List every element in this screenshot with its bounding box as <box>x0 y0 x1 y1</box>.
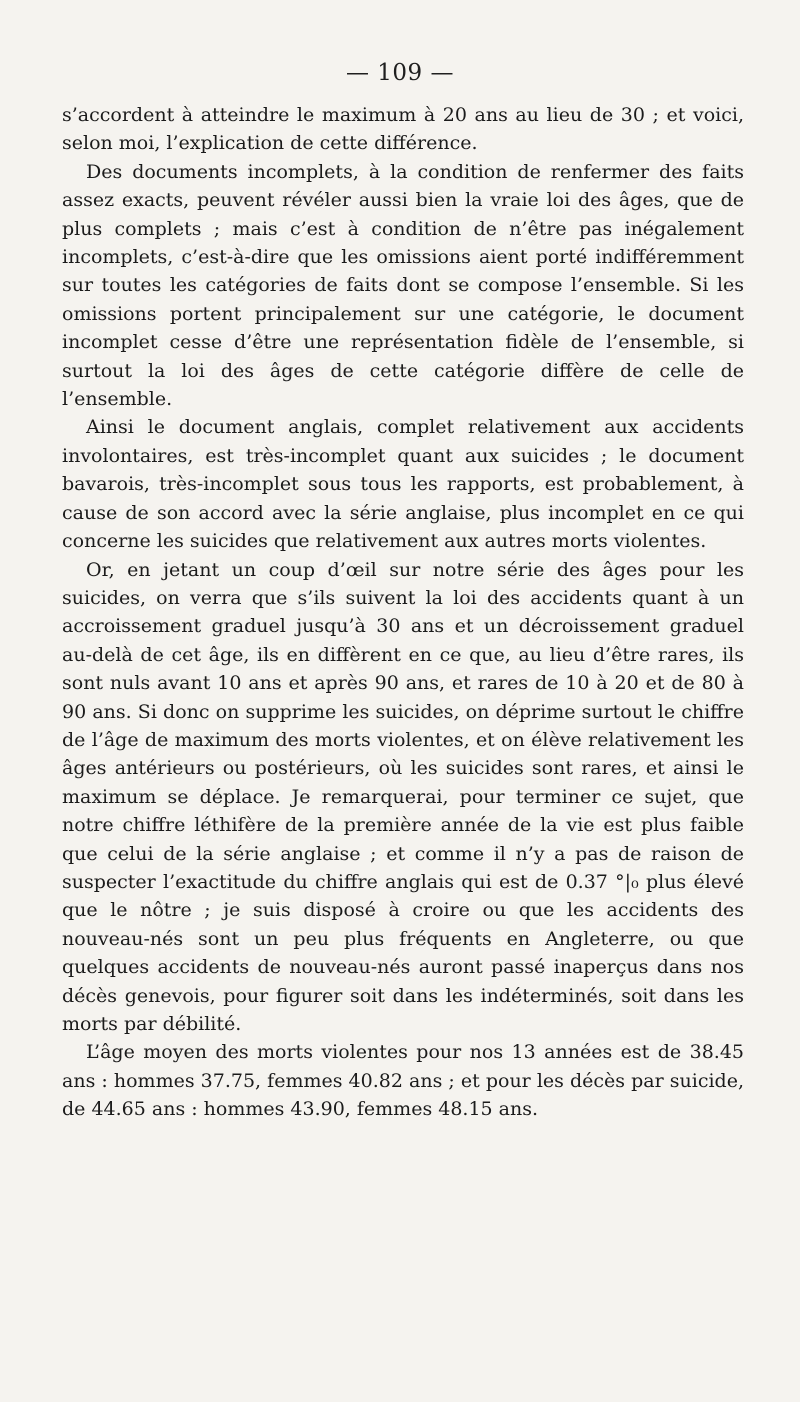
page-number: — 109 — <box>345 60 455 86</box>
paragraph-2: Des documents incomplets, à la condition de renfermer des faits assez exacts, peuvent révéler aussi bien la vraie loi des âges, que de plus complets ; mais c’est à condition de n’être pas inégalement incomplets, c’est-à-dire que les omissions aient porté indifféremment sur toutes les catégories de faits dont se compose l’ensemble. Si les omissions portent principalement sur une catégorie, le document incomplet cesse d’être une représentation fidèle de l’ensemble, si surtout la loi des âges de cette catégorie diffère de celle de l’ensemble. <box>62 160 744 411</box>
paragraph-1: s’accordent à atteindre le maximum à 20 ans au lieu de 30 ; et voici, selon moi, l’explication de cette différence. <box>62 104 744 155</box>
paragraph-5: L’âge moyen des morts violentes pour nos 13 années est de 38.45 ans : hommes 37.75, femmes 40.82 ans ; et pour les décès par suicide, de 44.65 ans : hommes 43.90, femmes 48.15 ans. <box>62 1041 744 1121</box>
body-text <box>62 101 744 1124</box>
paragraph-4: Or, en jetant un coup d’œil sur notre série des âges pour les suicides, on verra que s’ils suivent la loi des accidents quant à un accroissement graduel jusqu’à 30 ans et un décroissement graduel au-delà de cet âge, ils en diffèrent en ce que, au lieu d’être rares, ils sont nuls avant 10 ans et après 90 ans, et rares de 10 à 20 et de 80 à 90 ans. Si donc on supprime les suicides, on déprime surtout le chiffre de l’âge de maximum des morts violentes, et on élève relativement les âges antérieurs ou postérieurs, où les suicides sont rares, et ainsi le maximum se déplace. Je remarquerai, pour terminer ce sujet, que notre chiffre léthifère de la première année de la vie est plus faible que celui de la série anglaise ; et comme il n’y a pas de raison de suspecter l’exactitude du chiffre anglais qui est de 0.37 °|₀ plus élevé que le nôtre ; je suis disposé à croire ou que les accidents des nouveau-nés sont un peu plus fréquents en Angleterre, ou que quelques accidents de nouveau-nés auront passé inaperçus dans nos décès genevois, pour figurer soit dans les indéterminés, soit dans les morts par débilité. <box>62 558 744 1035</box>
paragraph-3: Ainsi le document anglais, complet relativement aux accidents involontaires, est très-incomplet quant aux suicides ; le document bavarois, très-incomplet sous tous les rapports, est probablement, à cause de son accord avec la série anglaise, plus incomplet en ce qui concerne les suicides que relativement aux autres morts violentes. <box>62 416 744 553</box>
